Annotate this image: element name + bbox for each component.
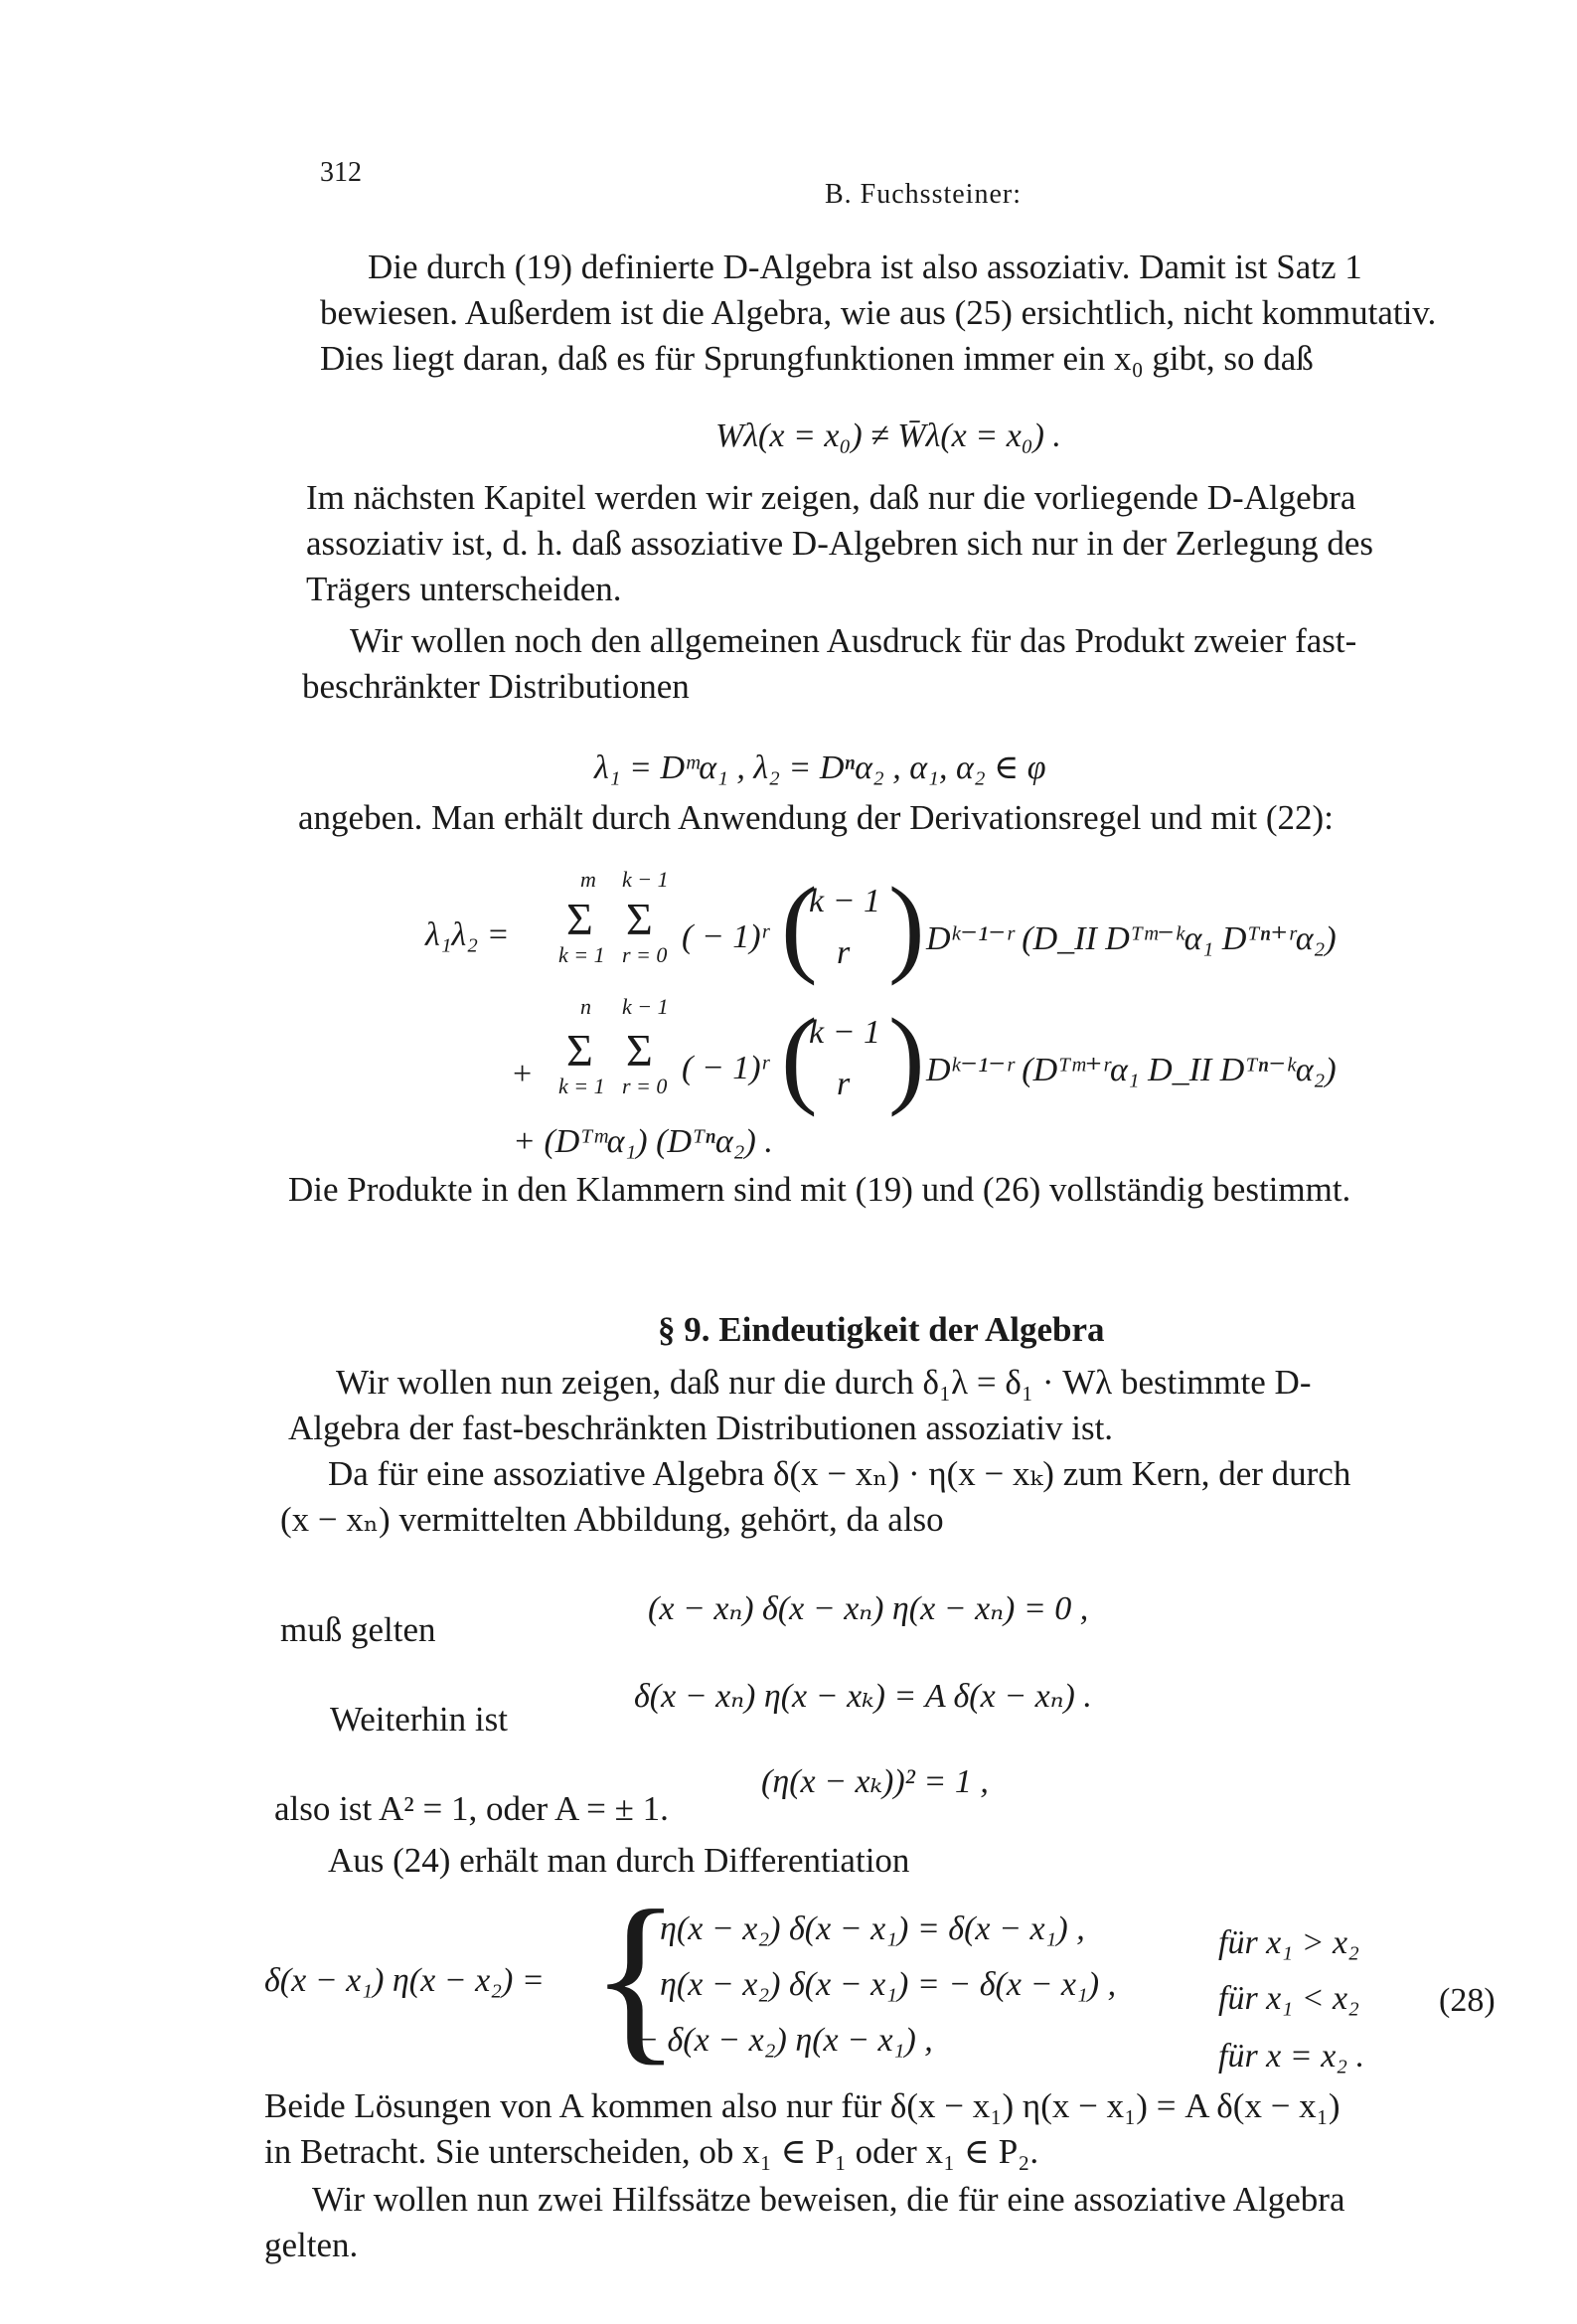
paragraph-1-line-2: bewiesen. Außerdem ist die Algebra, wie aus (25) ersichtlich, nicht kommutativ.	[320, 293, 1437, 332]
paragraph-8: muß gelten	[280, 1610, 436, 1649]
paragraph-5	[288, 1167, 1350, 1213]
case-2-condition: für x₁ < x₂	[1218, 1980, 1359, 2017]
paragraph-13	[264, 2177, 1344, 2268]
equation-4: (x − xₙ) δ(x − xₙ) η(x − xₙ) = 0 ,	[648, 1590, 1089, 1627]
binom-1-bottom: r	[837, 934, 851, 971]
paragraph-6-line-1: Wir wollen nun zeigen, daß nur die durch δ₁λ = δ₁ · Wλ bestimmte D-	[336, 1363, 1312, 1402]
sum-3-upper: n	[580, 994, 591, 1019]
sum-2-upper: k − 1	[622, 867, 669, 892]
sum-2-lower: r = 0	[622, 942, 668, 967]
paragraph-1	[320, 245, 1436, 382]
sum-4-upper: k − 1	[622, 994, 669, 1019]
case-1-expression: η(x − x₂) δ(x − x₁) = δ(x − x₁) ,	[660, 1910, 1085, 1947]
section-title: § 9. Eindeutigkeit der Algebra	[658, 1310, 1105, 1349]
paragraph-1-line-1: Die durch (19) definierte D-Algebra ist also assoziativ. Damit ist Satz 1	[368, 248, 1362, 286]
plus-sign-1: +	[513, 1056, 533, 1092]
sum-4-sigma: Σ	[626, 1025, 653, 1076]
sum-1-lower: k = 1	[558, 942, 605, 967]
paragraph-6	[288, 1360, 1312, 1451]
equation-6: (η(x − xₖ))² = 1 ,	[761, 1763, 989, 1800]
case-2-expression: η(x − x₂) δ(x − x₁) = − δ(x − x₁) ,	[660, 1966, 1117, 2003]
paragraph-12-line-2: in Betracht. Sie unterscheiden, ob x₁ ∈ P₁ oder x₁ ∈ P₂.	[264, 2132, 1039, 2171]
paragraph-5-line-1: Die Produkte in den Klammern sind mit (19) und (26) vollständig bestimmt.	[288, 1170, 1351, 1209]
equation-2: λ₁ = Dᵐα₁ , λ₂ = Dⁿα₂ , α₁, α₂ ∈ φ	[594, 749, 1046, 786]
case-3-expression: − δ(x − x₂) η(x − x₁) ,	[636, 2022, 933, 2059]
binom-1-right-paren: )	[888, 865, 925, 986]
binom-2-left-paren: (	[781, 996, 818, 1117]
paragraph-4-line-1: angeben. Man erhält durch Anwendung der Derivationsregel und mit (22):	[298, 798, 1334, 837]
paragraph-7-line-1: Da für eine assoziative Algebra δ(x − xₙ) · η(x − xₖ) zum Kern, der durch	[328, 1454, 1351, 1493]
page-number: 312	[320, 157, 362, 188]
term-1: Dᵏ⁻¹⁻ʳ (D_II Dᵀᵐ⁻ᵏα₁ Dᵀⁿ⁺ʳα₂)	[926, 920, 1337, 957]
term-3: + (Dᵀᵐα₁) (Dᵀⁿα₂) .	[513, 1123, 773, 1160]
sum-1-sigma: Σ	[566, 894, 593, 944]
sum-4-lower: r = 0	[622, 1074, 668, 1098]
paragraph-9: Weiterhin ist	[330, 1700, 508, 1739]
binom-1-top: k − 1	[809, 883, 881, 919]
paragraph-2-line-1: Im nächsten Kapitel werden wir zeigen, daß nur die vorliegende D-Algebra	[306, 478, 1356, 517]
binom-2-bottom: r	[837, 1066, 851, 1102]
running-head: B. Fuchssteiner:	[825, 179, 1022, 210]
paragraph-12-line-1: Beide Lösungen von A kommen also nur für δ(x − x₁) η(x − x₁) = A δ(x − x₁)	[264, 2086, 1340, 2125]
binom-1-left-paren: (	[781, 865, 818, 986]
paragraph-12	[264, 2083, 1340, 2175]
sign-term-2: ( − 1)ʳ	[682, 1050, 769, 1086]
paragraph-10: also ist A² = 1, oder A = ± 1.	[274, 1789, 669, 1828]
paragraph-7	[280, 1451, 1350, 1543]
equation-5: δ(x − xₙ) η(x − xₖ) = A δ(x − xₙ) .	[634, 1678, 1092, 1715]
paragraph-7-line-2: (x − xₙ) vermittelten Abbildung, gehört, da also	[280, 1500, 944, 1539]
paragraph-3	[302, 618, 1356, 710]
paragraph-3-line-2: beschränkter Distributionen	[302, 667, 690, 706]
sum-3-lower: k = 1	[558, 1074, 605, 1098]
paragraph-6-line-2: Algebra der fast-beschränkten Distributionen assoziativ ist.	[288, 1409, 1114, 1447]
paragraph-13-line-1: Wir wollen nun zwei Hilfssätze beweisen, die für eine assoziative Algebra	[312, 2180, 1345, 2219]
cases-brace: {	[590, 1873, 682, 2081]
case-3-condition: für x = x₂ .	[1218, 2038, 1365, 2075]
binom-2-top: k − 1	[809, 1014, 881, 1051]
equation-3-lhs: λ₁λ₂ =	[425, 916, 510, 953]
paragraph-2	[306, 475, 1373, 612]
paragraph-3-line-1: Wir wollen noch den allgemeinen Ausdruck für das Produkt zweier fast-	[350, 621, 1357, 660]
sign-term-1: ( − 1)ʳ	[682, 918, 769, 955]
sum-3-sigma: Σ	[566, 1025, 593, 1076]
paragraph-2-line-3: Trägers unterscheiden.	[306, 570, 622, 608]
sum-2-sigma: Σ	[626, 894, 653, 944]
paragraph-4	[298, 795, 1334, 841]
equation-7-lhs: δ(x − x₁) η(x − x₂) =	[264, 1962, 545, 1999]
case-1-condition: für x₁ > x₂	[1218, 1924, 1359, 1961]
equation-number-28: (28)	[1439, 1982, 1496, 2019]
binom-2-right-paren: )	[888, 996, 925, 1117]
sum-1-upper: m	[580, 867, 596, 892]
term-2: Dᵏ⁻¹⁻ʳ (Dᵀᵐ⁺ʳα₁ D_II Dᵀⁿ⁻ᵏα₂)	[926, 1052, 1337, 1088]
paragraph-13-line-2: gelten.	[264, 2226, 359, 2264]
paragraph-11: Aus (24) erhält man durch Differentiation	[328, 1841, 910, 1880]
paragraph-1-line-3: Dies liegt daran, daß es für Sprungfunktionen immer ein x₀ gibt, so daß	[320, 339, 1314, 378]
equation-1: Wλ(x = x₀) ≠ W̄λ(x = x₀) .	[715, 417, 1061, 454]
paragraph-2-line-2: assoziativ ist, d. h. daß assoziative D-Algebren sich nur in der Zerlegung des	[306, 524, 1374, 563]
